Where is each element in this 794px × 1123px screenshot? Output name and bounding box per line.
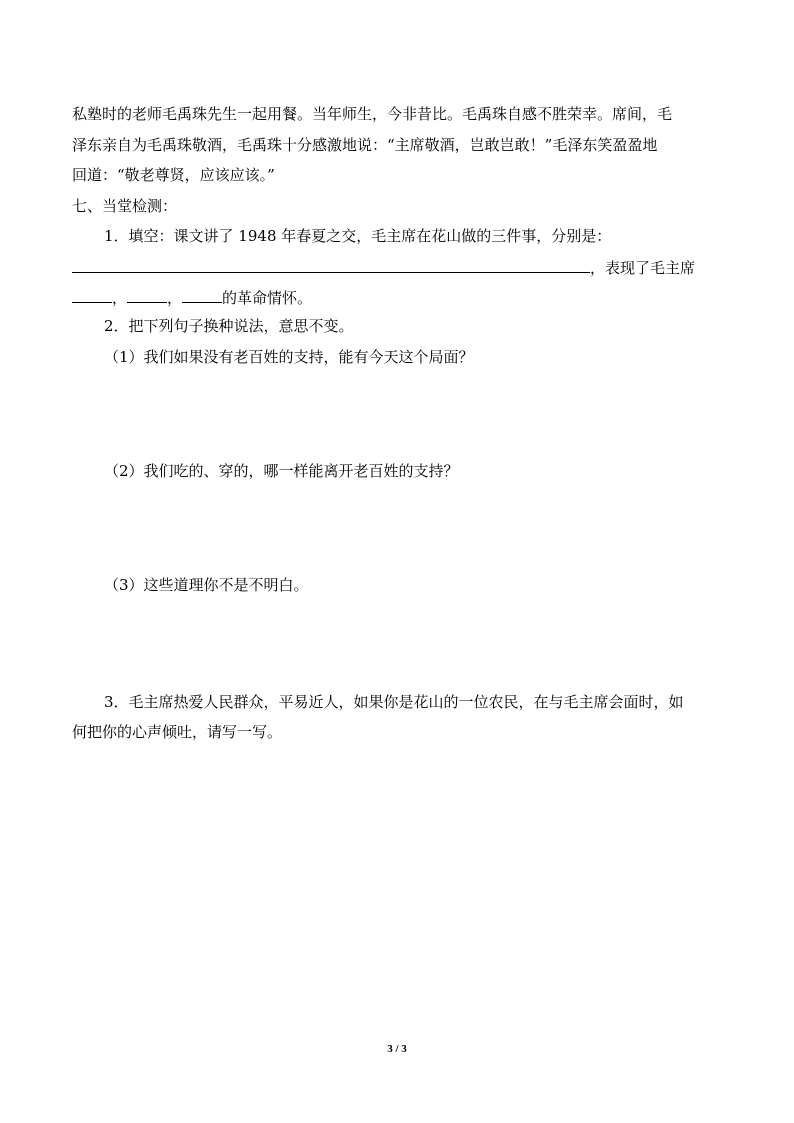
question-1-after-blank: ，表现了毛主席 [590,259,696,277]
question-2-item-3: （3）这些道理你不是不明白。 [104,576,309,594]
question-2-item-1: （1）我们如果没有老百姓的支持，能有今天这个局面？ [104,348,474,366]
question-3-line-2: 何把你的心声倾吐，请写一写。 [72,723,283,741]
question-3-line-1: 3．毛主席热爱人民群众，平易近人，如果你是花山的一位农民，在与毛主席会面时，如 [104,693,684,711]
separator: ， [167,289,183,307]
answer-blank[interactable] [72,286,112,303]
question-1-blanks-row [72,286,312,308]
passage-line-3: 回道：“敬老尊贤，应该应该。” [72,166,275,184]
question-2-text: 2．把下列句子换种说法，意思不变。 [104,317,354,335]
question-1-ending: 的革命情怀。 [222,289,313,307]
passage-line-2: 泽东亲自为毛禹珠敬酒，毛禹珠十分感激地说：“主席敬酒，岂敢岂敢！”毛泽东笑盈盈地 [72,136,658,154]
question-1-text: 1．填空：课文讲了 1948 年春夏之交，毛主席在花山做的三件事，分别是： [104,227,612,245]
answer-blank[interactable] [127,286,167,303]
page-number: 3 / 3 [387,1043,407,1055]
separator: ， [112,289,128,307]
passage-line-1: 私塾时的老师毛禹珠先生一起用餐。当年师生，今非昔比。毛禹珠自感不胜荣幸。席间，毛 [72,105,673,123]
question-2-item-2: （2）我们吃的、穿的，哪一样能离开老百姓的支持？ [104,462,459,480]
answer-blank[interactable] [182,286,222,303]
question-1-answer-row [72,256,695,278]
answer-blank[interactable] [72,256,590,273]
section-title: 七、当堂检测： [72,197,178,215]
